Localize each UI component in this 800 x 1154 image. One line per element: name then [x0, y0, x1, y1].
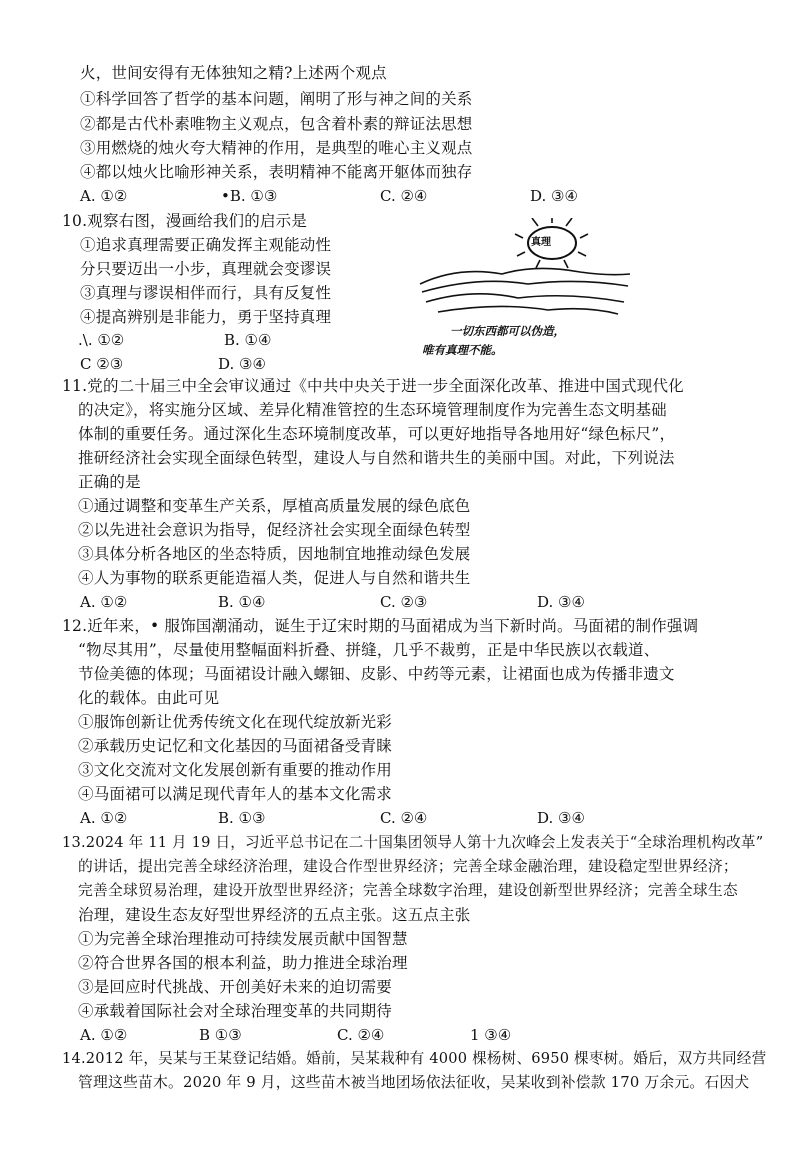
q10-item-1: ①追求真理需要正确发挥主观能动性 — [80, 236, 332, 254]
comic-caption-line2: 唯有真理不能。 — [422, 343, 503, 357]
q9-item-4: ④都以烛火比喻形神关系，表明精神不能离开躯体而独存 — [80, 163, 473, 181]
q11-item-2: ②以先进社会意识为指导，促经济社会实现全面绿色转型 — [78, 521, 471, 539]
q10-option-b: B. ①④ — [224, 331, 272, 349]
q12-option-b: B. ①③ — [218, 809, 266, 827]
q13-line-3: 完善全球贸易治理，建设开放型世界经济；完善全球数字治理，建设创新型世界经济；完善全球生态 — [78, 882, 738, 899]
q13-item-3: ③是回应时代挑战、开创美好未来的迫切需要 — [78, 978, 393, 996]
q9-option-d: D. ③④ — [530, 187, 578, 205]
q11-line-5: 正确的是 — [78, 473, 141, 491]
q10-option-a: .\. ①② — [78, 331, 125, 349]
q11-item-4: ④人为事物的联系更能造福人类，促进人与自然和谐共生 — [78, 569, 471, 587]
q11-item-3: ③具体分析各地区的坐态特质，因地制宜地推动绿色发展 — [78, 545, 471, 563]
q13-item-2: ②符合世界各国的根本利益，助力推进全球治理 — [78, 954, 408, 972]
q12-item-1: ①服饰创新让优秀传统文化在现代绽放新光彩 — [78, 713, 393, 731]
q13-option-a: A. ①② — [80, 1026, 128, 1044]
q13-option-c: C. ②④ — [337, 1026, 385, 1044]
q9-item-2: ②都是古代朴素唯物主义观点，包含着朴素的辩证法思想 — [80, 115, 473, 133]
q11-option-d: D. ③④ — [537, 593, 585, 611]
q9-option-a: A. ①② — [80, 187, 128, 205]
q10-item-4: ④提高辨别是非能力，勇于坚持真理 — [80, 308, 332, 326]
q12-line-1: 12.近年来，• 服饰国潮涌动，诞生于辽宋时期的马面裙成为当下新时尚。马面裙的制作强调 — [62, 617, 699, 635]
q10-comic — [418, 218, 633, 363]
q11-option-b: B. ①④ — [218, 593, 266, 611]
q11-option-a: A. ①② — [80, 593, 128, 611]
q9-stem-tail: 火，世间安得有无体独知之精?上述两个观点 — [80, 64, 387, 82]
comic-drawing — [418, 218, 633, 318]
q12-item-4: ④马面裙可以满足现代青年人的基本文化需求 — [78, 785, 393, 803]
q9-option-c: C. ②④ — [380, 187, 428, 205]
q12-option-a: A. ①② — [80, 809, 128, 827]
q11-line-2: 的决定》，将实施分区域、差异化精准管控的生态环境管理制度作为完善生态文明基础 — [78, 401, 667, 419]
q9-item-1: ①科学回答了哲学的基本问题，阐明了形与神之间的关系 — [80, 90, 473, 108]
q13-item-4: ④承载着国际社会对全球治理变革的共同期待 — [78, 1002, 393, 1020]
q14-line-1: 14.2012 年，吴某与王某登记结婚。婚前，吴某栽种有 4000 棵杨树、6950 棵枣树。婚后，双方共同经营 — [62, 1050, 767, 1067]
q13-option-d: 1 ③④ — [470, 1026, 512, 1044]
q13-line-2: 的讲话，提出完善全球经济治理，建设合作型世界经济；完善全球金融治理，建设稳定型世界经济； — [78, 858, 738, 875]
q11-line-1: 11.党的二十届三中全会审议通过《中共中央关于进一步全面深化改革、推进中国式现代化 — [62, 377, 684, 395]
q12-option-d: D. ③④ — [537, 809, 585, 827]
q12-line-2: “物尽其用”，尽量使用整幅面料折叠、拼缝，几乎不裁剪，正是中华民族以衣载道、 — [78, 641, 660, 659]
q13-line-4: 治理，建设生态友好型世界经济的五点主张。这五点主张 — [78, 906, 471, 924]
q12-item-3: ③文化交流对文化发展创新有重要的推动作用 — [78, 761, 393, 779]
q12-line-4: 化的载体。由此可见 — [78, 689, 220, 707]
sun-label: 真理 — [531, 237, 551, 248]
q10-option-c: C ②③ — [80, 355, 124, 373]
q11-option-c: C. ②③ — [380, 593, 428, 611]
q11-line-3: 体制的重要任务。通过深化生态环境制度改革，可以更好地指导各地用好“绿色标尺”， — [78, 425, 676, 443]
q9-option-b: •B. ①③ — [221, 187, 278, 205]
hills — [420, 268, 630, 314]
q13-line-1: 13.2024 年 11 月 19 日，习近平总书记在二十国集团领导人第十九次峰会上发表关于“全球治理机构改革” — [62, 834, 764, 851]
q10-stem: 10.观察右图，漫画给我们的启示是 — [62, 212, 308, 230]
comic-caption-line1: 一切东西都可以伪造， — [450, 324, 565, 338]
q11-line-4: 推研经济社会实现全面绿色转型，建设人与自然和谐共生的美丽中国。对此，下列说法 — [78, 449, 675, 467]
q12-line-3: 节俭美德的体现；马面裙设计融入螺钿、皮影、中药等元素，让裙面也成为传播非遗文 — [78, 665, 675, 683]
q14-line-2: 管理这些苗木。2020 年 9 月，这些苗木被当地团场依法征收，吴某收到补偿款 170 万余元。石因犬 — [78, 1074, 750, 1091]
q10-item-2: 分只要迈出一小步，真理就会变谬误 — [80, 260, 332, 278]
q10-item-3: ③真理与谬误相伴而行，具有反复性 — [80, 284, 332, 302]
q9-item-3: ③用燃烧的烛火夸大精神的作用，是典型的唯心主义观点 — [80, 139, 473, 157]
q11-item-1: ①通过调整和变革生产关系，厚植高质量发展的绿色底色 — [78, 497, 471, 515]
q12-item-2: ②承载历史记忆和文化基因的马面裙备受青睐 — [78, 737, 393, 755]
q10-option-d: D. ③④ — [218, 355, 266, 373]
q13-option-b: B ①③ — [199, 1026, 242, 1044]
q13-item-1: ①为完善全球治理推动可持续发展贡献中国智慧 — [78, 930, 408, 948]
q12-option-c: C. ②④ — [380, 809, 428, 827]
